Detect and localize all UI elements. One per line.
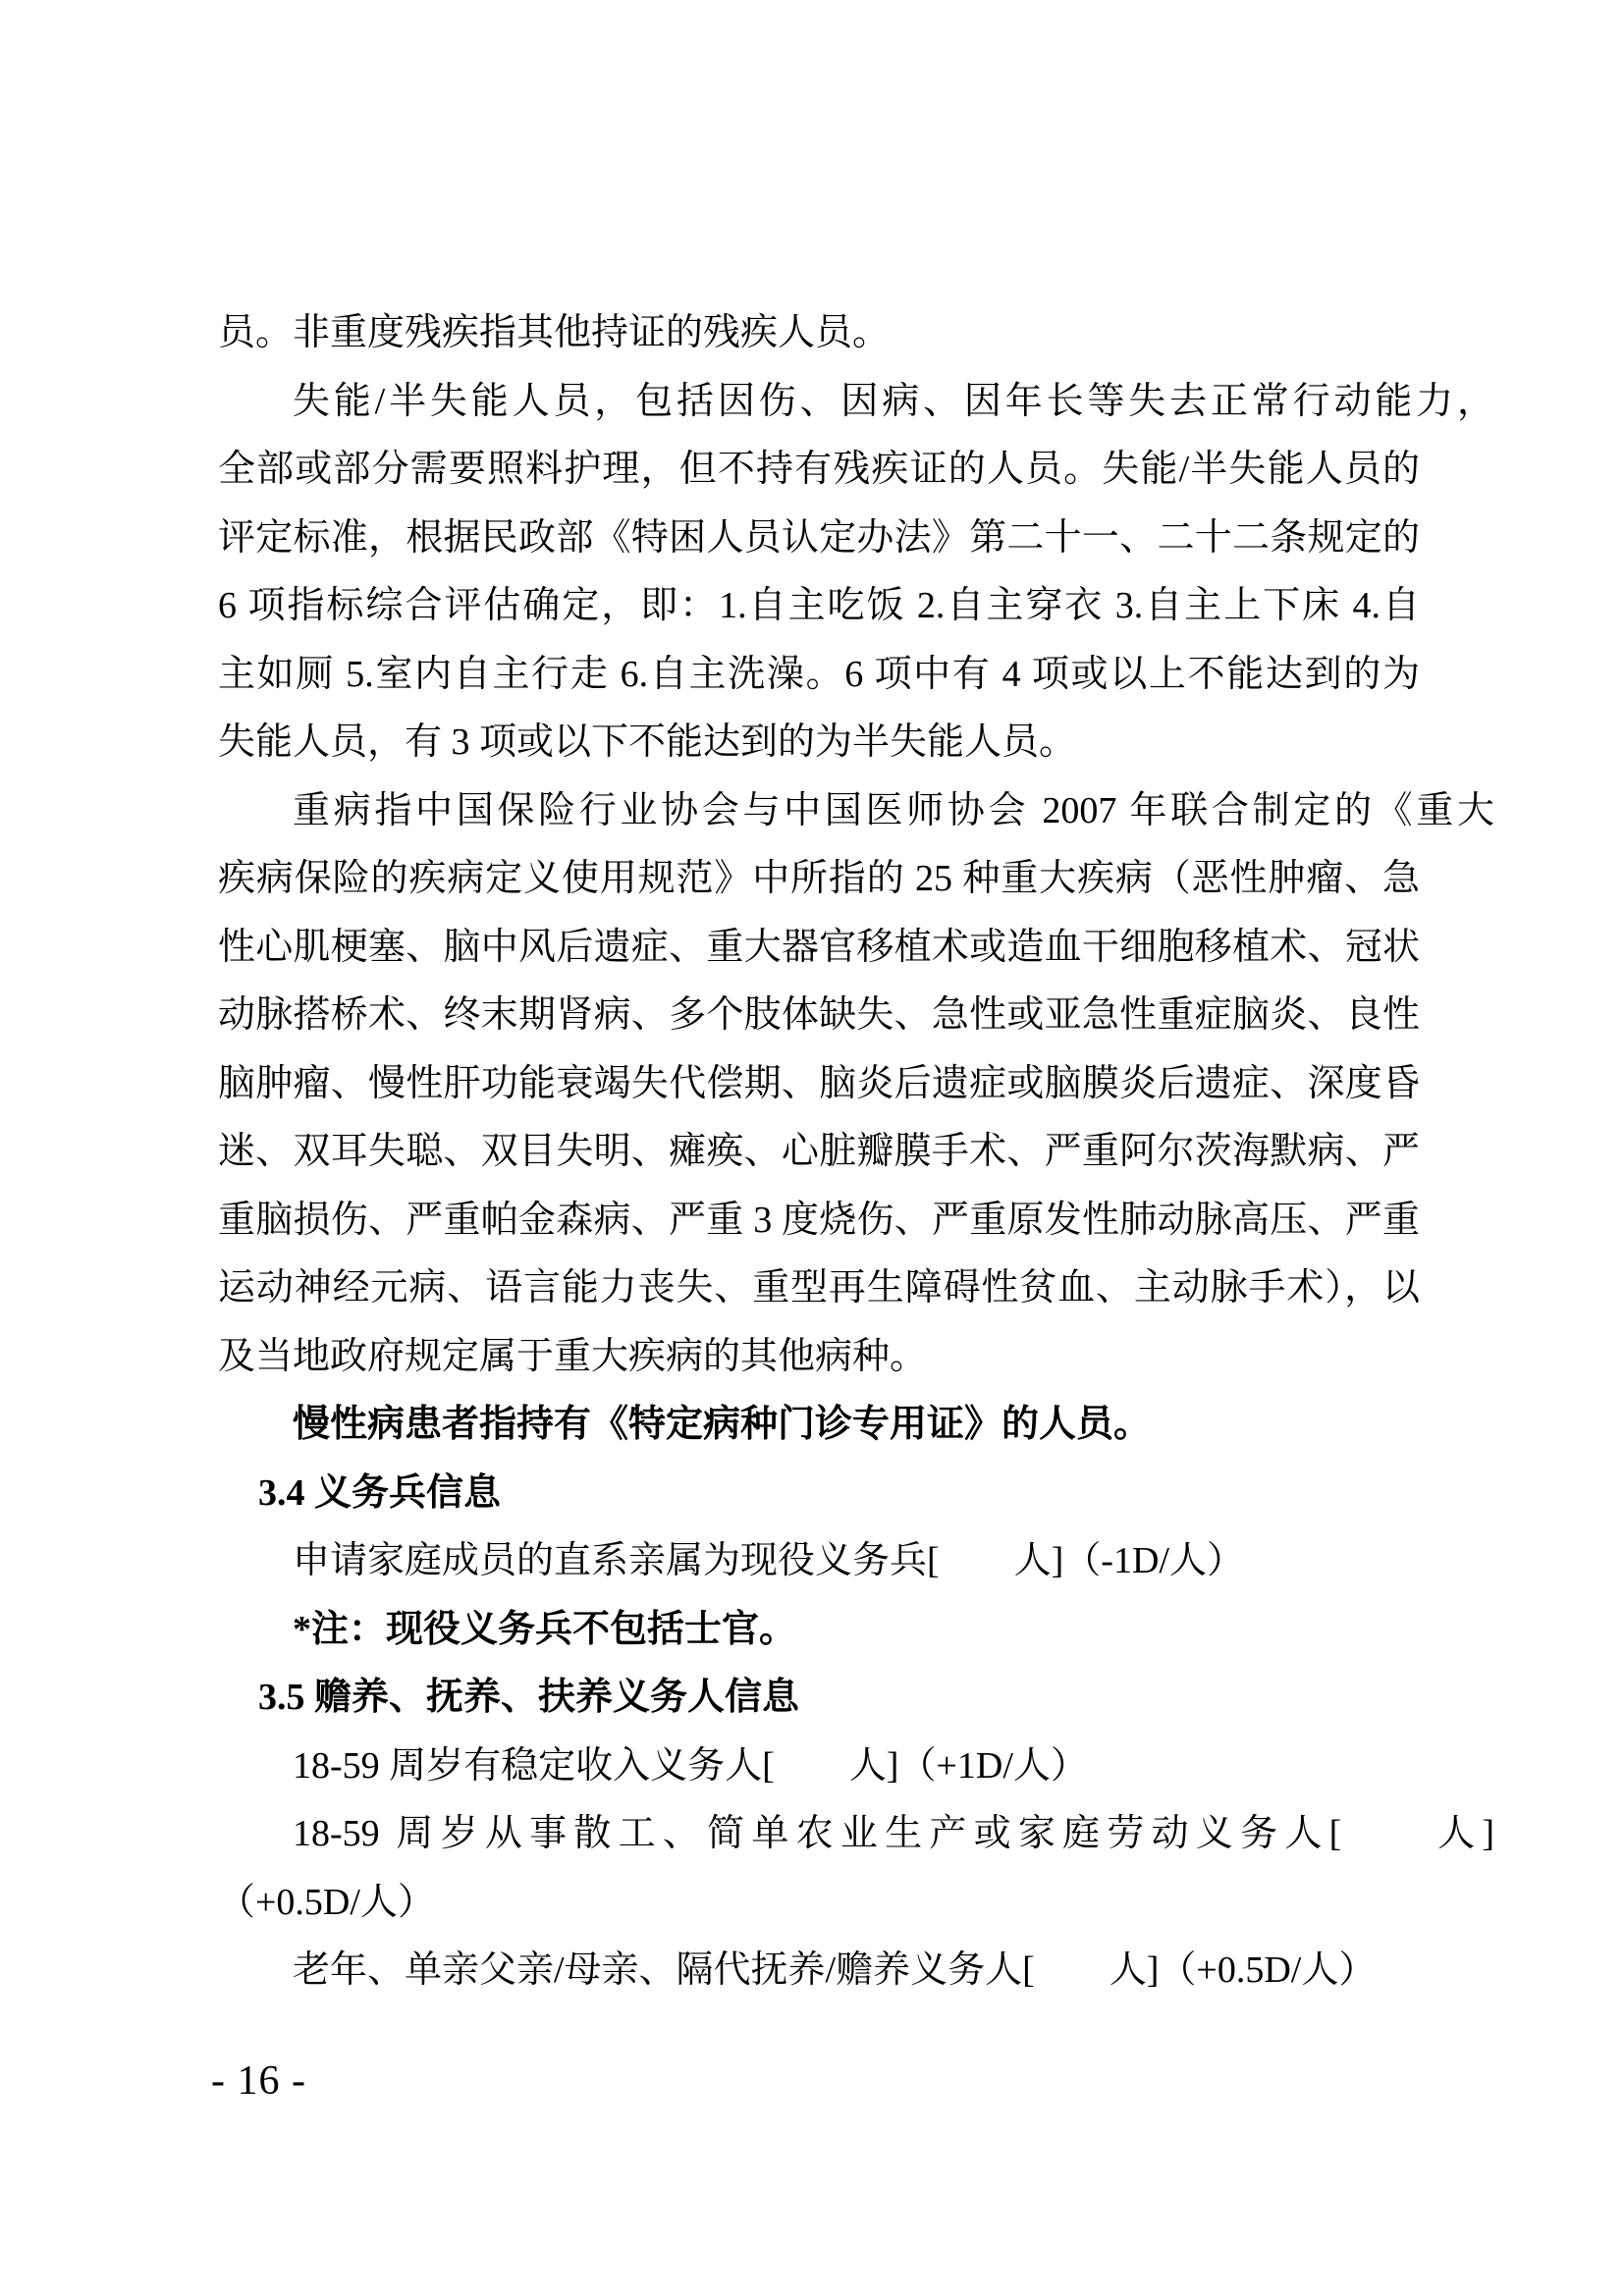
text-line: 慢性病患者指持有《特定病种门诊专用证》的人员。 <box>293 1404 1152 1445</box>
text-line: 及当地政府规定属于重大疾病的其他病种。 <box>218 1335 928 1377</box>
text-line: 18-59 周岁从事散工、简单农业生产或家庭劳动义务人[ 人] <box>293 1813 1494 1854</box>
text-line: 疾病保险的疾病定义使用规范》中所指的 25 种重大疾病（恶性肿瘤、急 <box>218 858 1420 899</box>
text-line: 员。非重度残疾指其他持证的残疾人员。 <box>218 312 891 353</box>
page-number: - 16 - <box>211 2058 306 2104</box>
text-line: 动脉搭桥术、终末期肾病、多个肢体缺失、急性或亚急性重症脑炎、良性 <box>218 994 1420 1036</box>
text-line: 6 项指标综合评估确定，即：1.自主吃饭 2.自主穿衣 3.自主上下床 4.自 <box>218 585 1420 626</box>
text-line: （+0.5D/人） <box>218 1881 435 1923</box>
text-line: 迷、双耳失聪、双目失明、瘫痪、心脏瓣膜手术、严重阿尔茨海默病、严 <box>218 1131 1420 1172</box>
document-content <box>218 299 1494 2005</box>
section-heading: 3.4 义务兵信息 <box>258 1471 502 1514</box>
text-line: 18-59 周岁有稳定收入义务人[ 人]（+1D/人） <box>293 1744 1088 1787</box>
text-line: 评定标准，根据民政部《特困人员认定办法》第二十一、二十二条规定的 <box>218 516 1420 559</box>
text-line: 重脑损伤、严重帕金森病、严重 3 度烧伤、严重原发性肺动脉高压、严重 <box>218 1199 1420 1241</box>
text-line: *注：现役义务兵不包括士官。 <box>293 1608 797 1650</box>
text-line: 失能人员，有 3 项或以下不能达到的为半失能人员。 <box>218 721 1077 763</box>
text-line: 脑肿瘤、慢性肝功能衰竭失代偿期、脑炎后遗症或脑膜炎后遗症、深度昏 <box>218 1062 1420 1104</box>
text-line: 主如厕 5.室内自主行走 6.自主洗澡。6 项中有 4 项或以上不能达到的为 <box>218 653 1420 695</box>
text-line: 运动神经元病、语言能力丧失、重型再生障碍性贫血、主动脉手术），以 <box>218 1267 1420 1308</box>
text-line: 老年、单亲父亲/母亲、隔代抚养/赡养义务人[ 人]（+0.5D/人） <box>293 1949 1377 1991</box>
text-line: 性心肌梗塞、脑中风后遗症、重大器官移植术或造血干细胞移植术、冠状 <box>218 926 1420 968</box>
text-line: 失能/半失能人员，包括因伤、因病、因年长等失去正常行动能力， <box>293 380 1494 422</box>
text-line: 重病指中国保险行业协会与中国医师协会 2007 年联合制定的《重大 <box>293 789 1494 831</box>
text-line: 申请家庭成员的直系亲属为现役义务兵[ 人]（-1D/人） <box>293 1540 1244 1581</box>
section-heading: 3.5 赡养、抚养、扶养义务人信息 <box>258 1677 800 1718</box>
text-line: 全部或部分需要照料护理，但不持有残疾证的人员。失能/半失能人员的 <box>218 449 1420 490</box>
